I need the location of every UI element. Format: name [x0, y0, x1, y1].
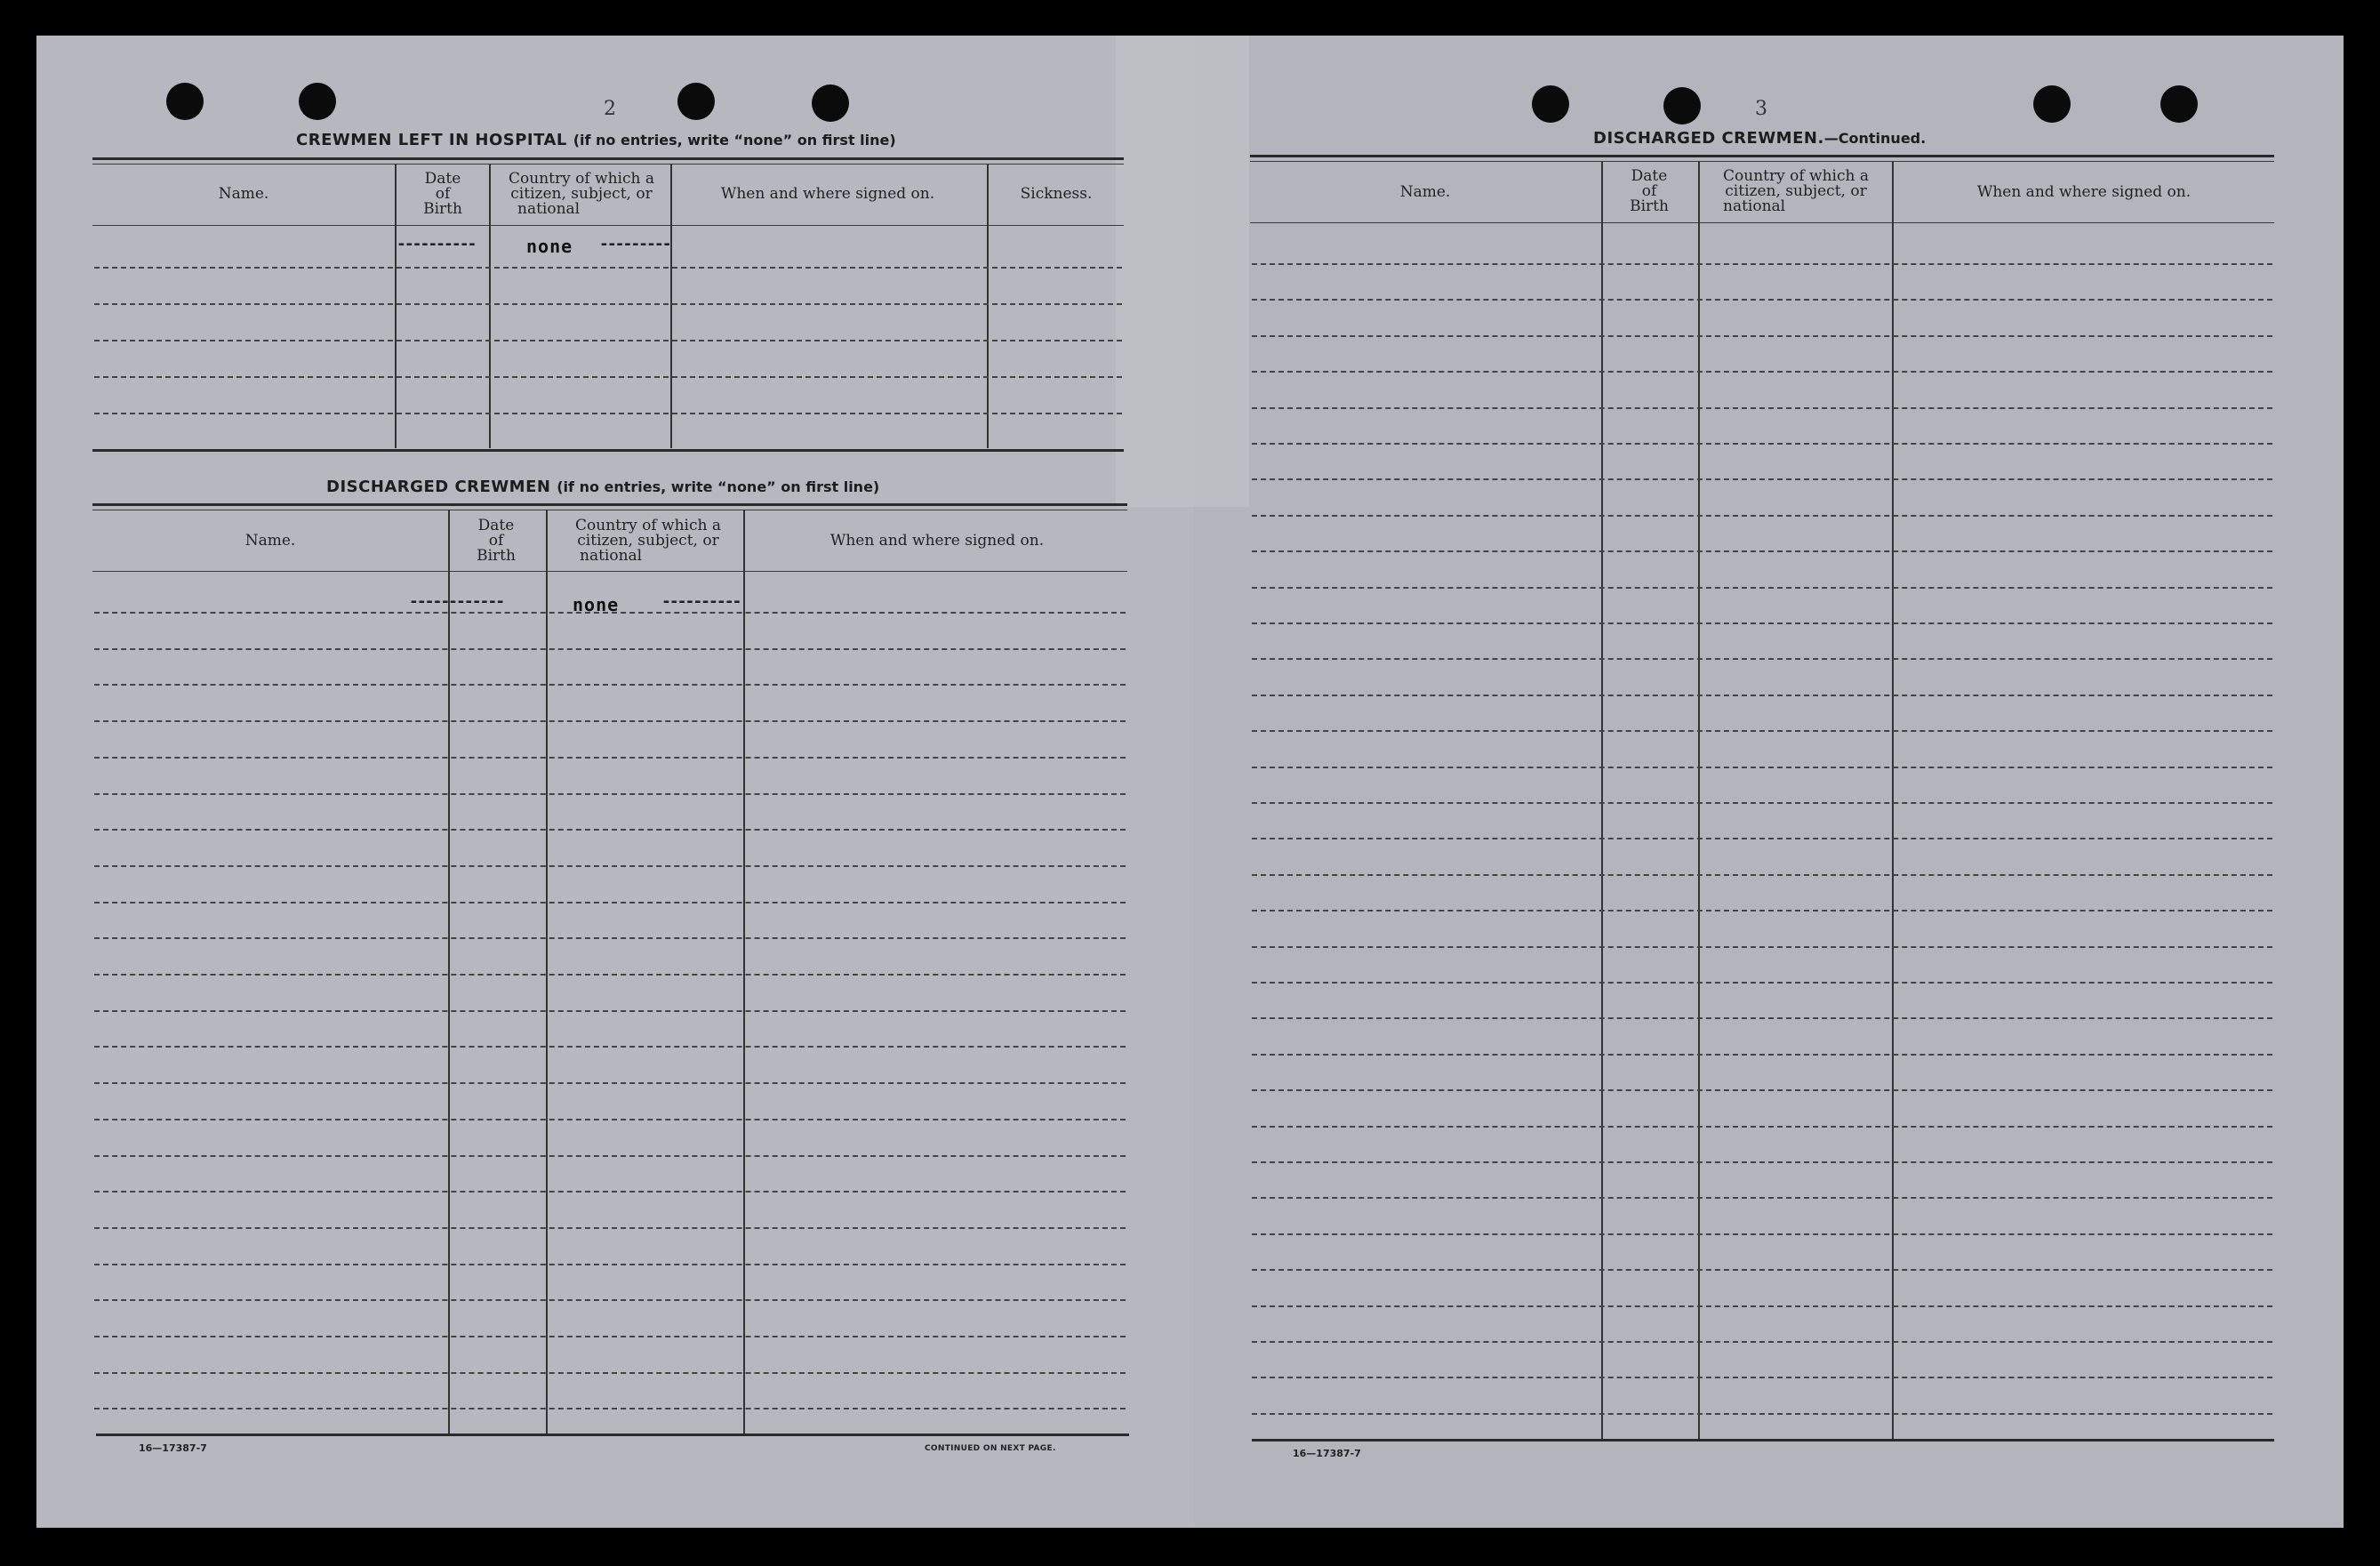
form-row-line [1252, 478, 2272, 480]
form-row-line [1252, 730, 2272, 732]
form-row-line [1252, 1305, 2272, 1307]
form-row-line [1252, 587, 2272, 589]
column-header-name: Name. [218, 185, 269, 203]
column-header-date-of-birth: Date of Birth [1630, 167, 1669, 215]
column-header-name: Name. [1399, 183, 1451, 201]
form-row-line [1252, 1233, 2272, 1235]
form-row-line [1252, 550, 2272, 552]
form-row-line [1252, 443, 2272, 445]
form-row-line [94, 902, 1126, 903]
form-row-line [94, 720, 1126, 722]
form-row-line [1252, 658, 2272, 660]
form-code: 16—17387-7 [1293, 1448, 1361, 1459]
form-row-line [94, 1082, 1126, 1084]
form-row-line [94, 1227, 1126, 1229]
form-row-line [1252, 874, 2272, 876]
table-bottom-rule [96, 1433, 1129, 1436]
form-row-line [94, 974, 1126, 976]
column-header-country: Country of which a citizen, subject, or national [509, 170, 654, 218]
form-row-line [94, 1191, 1126, 1193]
typed-dashes: --------- [599, 235, 670, 253]
form-row-line [94, 1155, 1126, 1157]
punch-hole [812, 84, 849, 122]
right-page [1194, 36, 2344, 1528]
form-row-line [94, 757, 1126, 759]
punch-hole [2160, 85, 2198, 123]
section-title-discharged [326, 478, 879, 496]
form-row-line [94, 648, 1126, 650]
column-header-date-of-birth: Date of Birth [477, 517, 516, 565]
section-note: (if no entries, write “none” on first line) [557, 478, 880, 495]
continued-note: CONTINUED ON NEXT PAGE. [925, 1444, 1056, 1453]
column-divider [987, 164, 989, 448]
header-underline [92, 571, 1127, 572]
column-header-name: Name. [244, 532, 296, 550]
form-row-line [1252, 515, 2272, 517]
section-title-discharged-continued [1593, 129, 1926, 148]
form-row-line [1252, 407, 2272, 409]
punch-hole [166, 83, 204, 120]
form-row-line [1252, 335, 2272, 337]
form-row-line [1252, 838, 2272, 839]
header-underline [1250, 222, 2274, 223]
table-bottom-rule [92, 449, 1124, 452]
form-row-line [94, 793, 1126, 795]
form-row-line [1252, 1017, 2272, 1019]
header-underline [92, 225, 1124, 226]
column-header-signed-on: When and where signed on. [829, 532, 1045, 550]
page-number: 2 [604, 98, 616, 120]
form-row-line [1252, 802, 2272, 804]
typed-dashes: ---------- [661, 592, 741, 611]
form-row-line [94, 413, 1122, 414]
form-row-line [94, 1119, 1126, 1120]
form-row-line [1252, 910, 2272, 911]
form-row-line [94, 267, 1122, 269]
column-divider [1892, 161, 1894, 1442]
typed-dashes: ---------- [397, 235, 476, 253]
table-top-rule [92, 164, 1124, 165]
hospital-entry-none: none [526, 236, 573, 257]
form-row-line [94, 1010, 1126, 1012]
section-note: (if no entries, write “none” on first line) [573, 132, 896, 149]
form-row-line [1252, 1413, 2272, 1415]
form-row-line [94, 1372, 1126, 1374]
column-divider [395, 164, 397, 448]
form-row-line [94, 684, 1126, 686]
discharged-entry-none: none [573, 594, 620, 615]
form-row-line [1252, 622, 2272, 624]
form-row-line [94, 829, 1126, 831]
form-row-line [1252, 946, 2272, 948]
table-bottom-rule [1252, 1439, 2274, 1442]
form-row-line [1252, 982, 2272, 984]
form-row-line [1252, 1161, 2272, 1163]
form-row-line [1252, 1269, 2272, 1271]
punch-hole [1663, 87, 1701, 124]
column-header-country: Country of which a citizen, subject, or national [575, 517, 721, 565]
form-row-line [1252, 1089, 2272, 1091]
form-row-line [1252, 1377, 2272, 1378]
column-header-date-of-birth: Date of Birth [423, 170, 462, 218]
section-title-text: DISCHARGED CREWMEN [326, 478, 551, 496]
typed-dashes: ------------ [409, 592, 504, 611]
form-row-line [1252, 767, 2272, 768]
section-title-hospital [296, 131, 896, 149]
column-header-signed-on: When and where signed on. [720, 185, 935, 203]
form-code: 16—17387-7 [139, 1442, 207, 1454]
page-fold-shadow [1116, 36, 1249, 507]
form-row-line [94, 1336, 1126, 1337]
punch-hole [2033, 85, 2071, 123]
form-row-line [94, 1408, 1126, 1409]
form-row-line [94, 340, 1122, 341]
form-row-line [1252, 1126, 2272, 1128]
column-header-signed-on: When and where signed on. [1976, 183, 2192, 201]
column-header-country: Country of which a citizen, subject, or national [1723, 167, 1869, 215]
column-divider [489, 164, 491, 448]
section-continued: —Continued. [1823, 130, 1927, 147]
form-row-line [94, 1264, 1126, 1265]
form-row-line [1252, 299, 2272, 301]
table-top-rule [92, 503, 1127, 506]
form-row-line [94, 1046, 1126, 1048]
form-row-line [94, 612, 1126, 614]
left-page [36, 36, 1194, 1528]
form-row-line [1252, 263, 2272, 265]
form-row-line [94, 865, 1126, 867]
form-row-line [1252, 371, 2272, 373]
punch-hole [1532, 85, 1569, 123]
form-row-line [94, 303, 1122, 305]
page-number: 3 [1755, 98, 1767, 120]
column-header-sickness: Sickness. [1020, 185, 1093, 203]
table-top-rule [1250, 155, 2274, 157]
form-row-line [94, 376, 1122, 378]
table-top-rule [1250, 161, 2274, 162]
form-row-line [1252, 695, 2272, 696]
punch-hole [299, 83, 336, 120]
form-row-line [94, 1299, 1126, 1301]
punch-hole [677, 83, 715, 120]
form-row-line [94, 937, 1126, 939]
form-row-line [1252, 1054, 2272, 1056]
table-top-rule [92, 157, 1124, 160]
column-divider [1601, 161, 1603, 1442]
form-row-line [1252, 1197, 2272, 1199]
column-divider [670, 164, 672, 448]
form-row-line [1252, 1341, 2272, 1343]
section-title-text: CREWMEN LEFT IN HOSPITAL [296, 131, 567, 149]
section-title-text: DISCHARGED CREWMEN. [1593, 129, 1824, 148]
column-divider [1698, 161, 1700, 1442]
